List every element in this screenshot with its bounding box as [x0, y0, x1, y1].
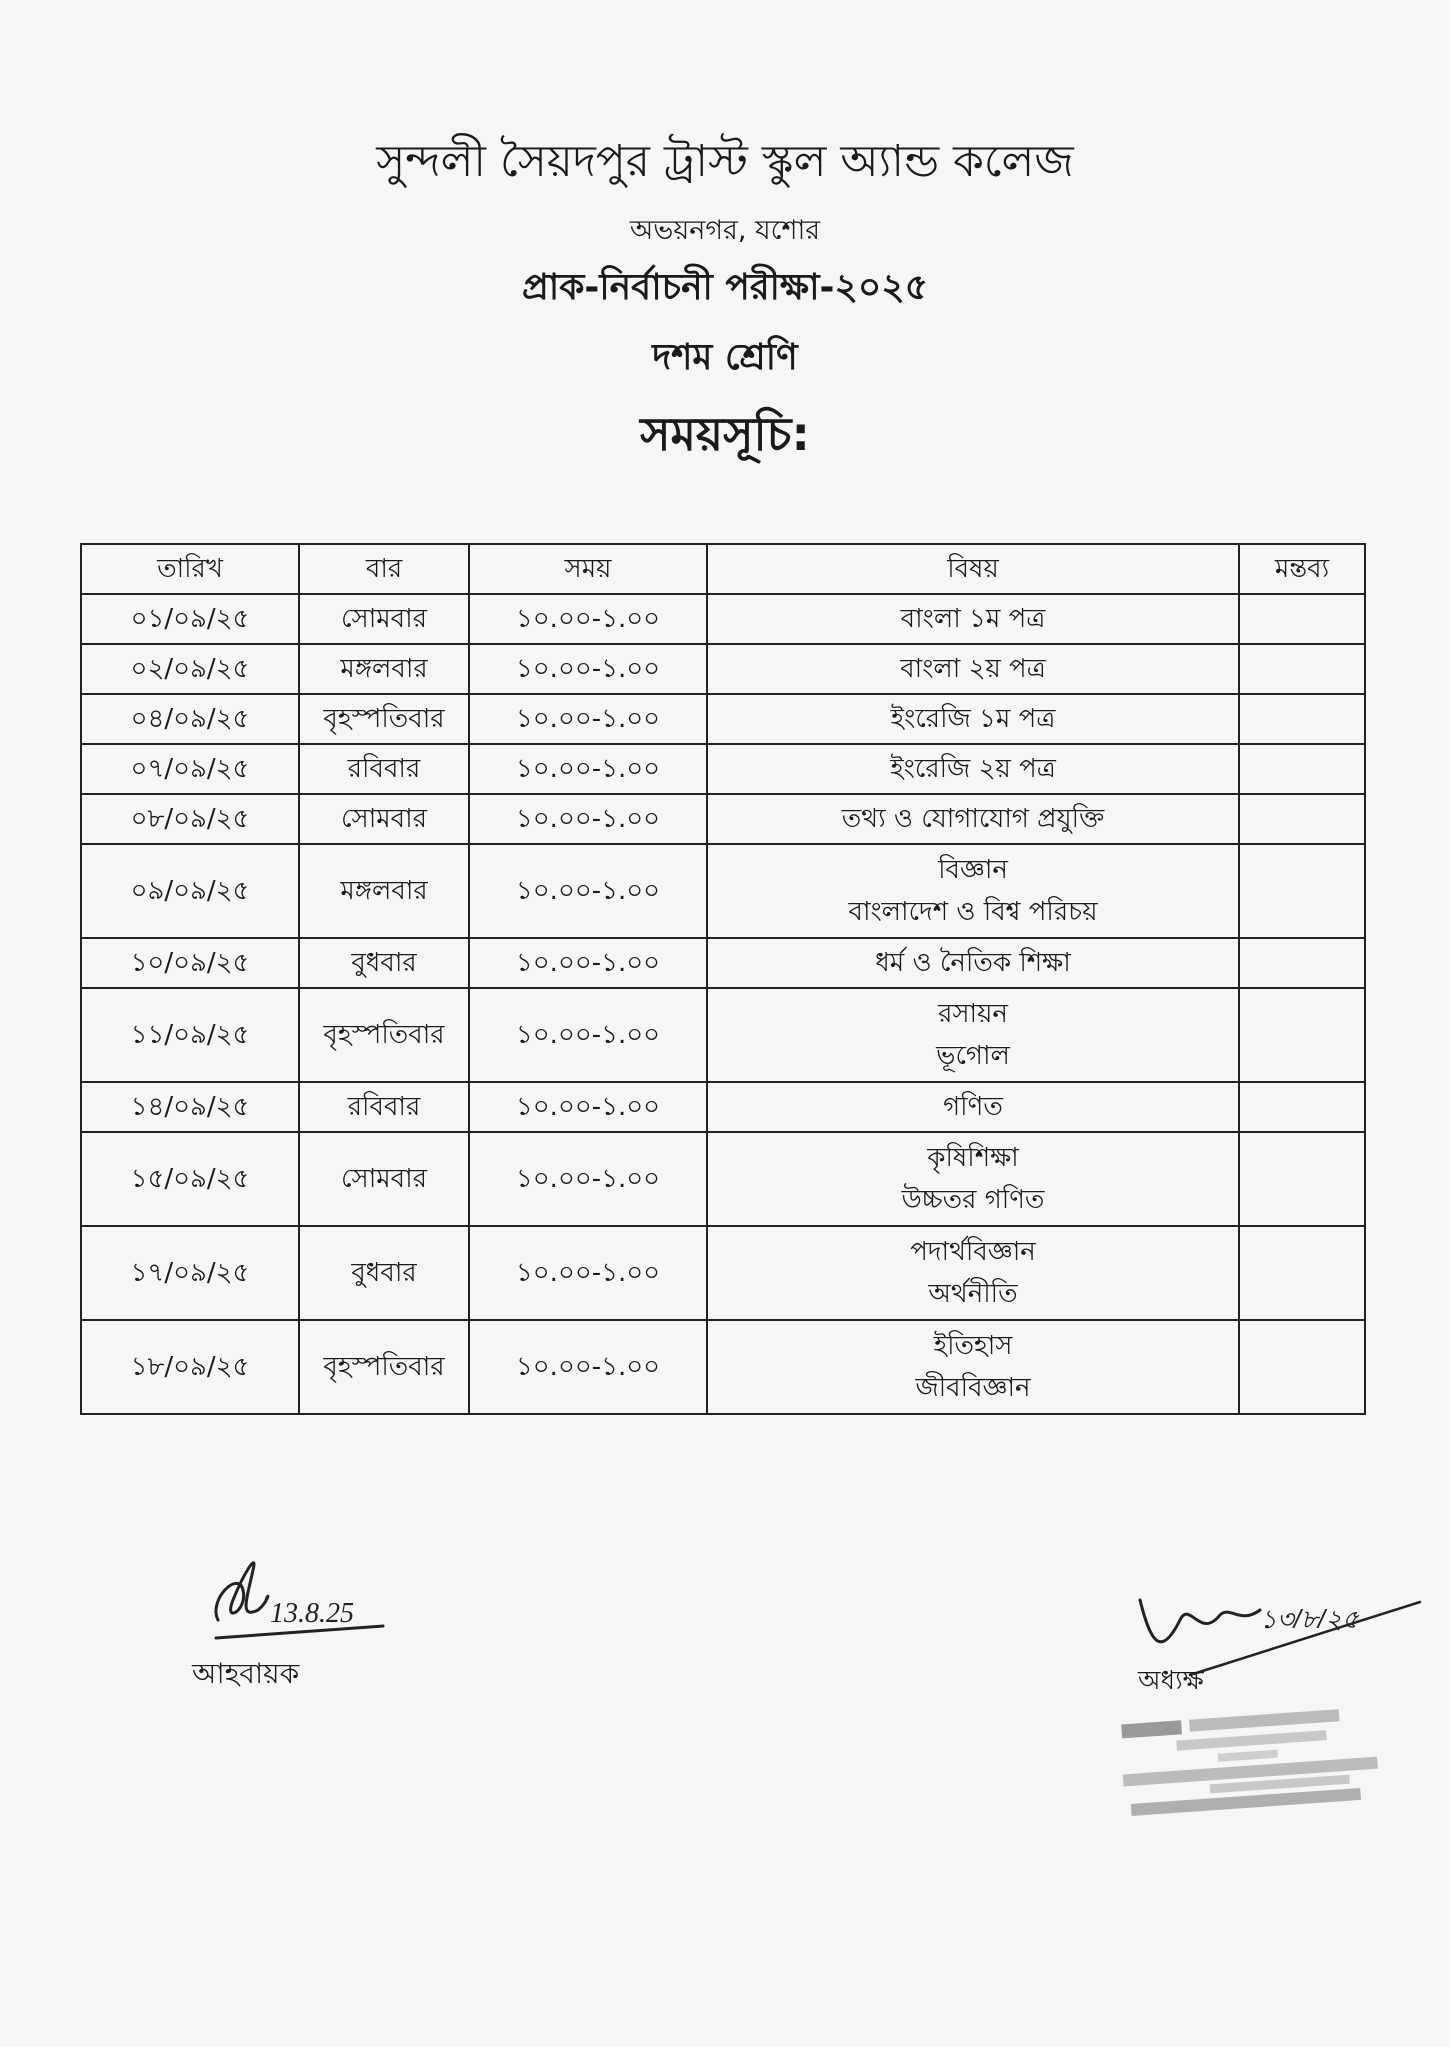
date-cell: ০৭/০৯/২৫ [81, 744, 299, 794]
remarks-cell [1239, 794, 1365, 844]
subject-text: বাংলা ২য় পত্র [900, 654, 1046, 684]
convener-label: আহবায়ক [192, 1657, 300, 1690]
subject-text: বাংলা ১ম পত্র [900, 604, 1046, 634]
subject-cell [707, 644, 1239, 694]
subject-text: ইংরেজি ২য় পত্র [890, 754, 1056, 784]
school-address: অভয়নগর, যশোর [629, 215, 821, 246]
header-remarks: মন্তব্য [1239, 544, 1365, 594]
header-day: বার [299, 544, 469, 594]
stamp-graphic [1115, 1695, 1402, 1824]
day-cell: রবিবার [299, 744, 469, 794]
time-cell: ১০.০০-১.০০ [469, 694, 707, 744]
remarks-cell [1239, 644, 1365, 694]
time-cell: ১০.০০-১.০০ [469, 744, 707, 794]
remarks-cell [1239, 988, 1365, 1082]
date-cell: ০৮/০৯/২৫ [81, 794, 299, 844]
date-cell: ১৮/০৯/২৫ [81, 1320, 299, 1414]
subject-cell [707, 694, 1239, 744]
class-title: দশম শ্রেণি [652, 337, 798, 378]
remarks-cell [1239, 694, 1365, 744]
subject-text: গণিত [943, 1092, 1003, 1122]
day-cell: মঙ্গলবার [299, 844, 469, 938]
date-cell: ০২/০৯/২৫ [81, 644, 299, 694]
subject-cell [707, 594, 1239, 644]
time-cell: ১০.০০-১.০০ [469, 844, 707, 938]
subject-text: বিজ্ঞান [938, 855, 1008, 885]
remarks-cell [1239, 1132, 1365, 1226]
subject-text: অর্থনীতি [928, 1279, 1018, 1309]
time-cell: ১০.০০-১.০০ [469, 988, 707, 1082]
subject-cell [707, 938, 1239, 988]
time-cell: ১০.০০-১.০০ [469, 1320, 707, 1414]
table-row [81, 794, 1365, 844]
remarks-cell [1239, 844, 1365, 938]
subject-text: ইতিহাস [933, 1331, 1013, 1361]
remarks-cell [1239, 1320, 1365, 1414]
official-stamp [1115, 1695, 1402, 1824]
date-cell: ০৪/০৯/২৫ [81, 694, 299, 744]
subject-cell [707, 844, 1239, 938]
convener-signature [198, 1540, 418, 1650]
day-cell: সোমবার [299, 794, 469, 844]
table-row [81, 694, 1365, 744]
subject-text: তথ্য ও যোগাযোগ প্রযুক্তি [841, 804, 1105, 834]
subject-text: ধর্ম ও নৈতিক শিক্ষা [875, 948, 1071, 978]
subject-cell [707, 794, 1239, 844]
header-time: সময় [469, 544, 707, 594]
table-row [81, 1320, 1365, 1414]
time-cell: ১০.০০-১.০০ [469, 644, 707, 694]
day-cell: বুধবার [299, 938, 469, 988]
principal-sign-date: ১৩/৮/২৫ [1260, 1604, 1359, 1634]
exam-routine-table [80, 543, 1366, 1415]
day-cell: বৃহস্পতিবার [299, 1320, 469, 1414]
subject-cell [707, 1320, 1239, 1414]
subject-cell [707, 1132, 1239, 1226]
time-cell: ১০.০০-১.০০ [469, 1082, 707, 1132]
day-cell: সোমবার [299, 594, 469, 644]
day-cell: বৃহস্পতিবার [299, 694, 469, 744]
date-cell: ১৪/০৯/২৫ [81, 1082, 299, 1132]
table-row [81, 938, 1365, 988]
time-cell: ১০.০০-১.০০ [469, 1226, 707, 1320]
table-row [81, 644, 1365, 694]
remarks-cell [1239, 1082, 1365, 1132]
school-name: সুন্দলী সৈয়দপুর ট্রাস্ট স্কুল অ্যান্ড কলেজ [376, 136, 1074, 187]
table-header-row [81, 544, 1365, 594]
date-cell: ১৫/০৯/২৫ [81, 1132, 299, 1226]
remarks-cell [1239, 938, 1365, 988]
convener-sign-date: 13.8.25 [270, 1598, 354, 1629]
subject-text: কৃষিশিক্ষা [927, 1143, 1019, 1173]
time-cell: ১০.০০-১.০০ [469, 794, 707, 844]
time-cell: ১০.০০-১.০০ [469, 1132, 707, 1226]
subject-text: পদার্থবিজ্ঞান [910, 1237, 1036, 1267]
header-subject: বিষয় [707, 544, 1239, 594]
subject-cell [707, 744, 1239, 794]
date-cell: ১০/০৯/২৫ [81, 938, 299, 988]
subject-text: ভূগোল [936, 1041, 1010, 1071]
date-cell: ০৯/০৯/২৫ [81, 844, 299, 938]
time-cell: ১০.০০-১.০০ [469, 594, 707, 644]
principal-label: অধ্যক্ষ [1138, 1666, 1204, 1696]
table-row [81, 844, 1365, 938]
exam-title: প্রাক-নির্বাচনী পরীক্ষা-২০২৫ [521, 267, 929, 308]
date-cell: ১১/০৯/২৫ [81, 988, 299, 1082]
table-row [81, 594, 1365, 644]
remarks-cell [1239, 1226, 1365, 1320]
subject-cell [707, 988, 1239, 1082]
table-row [81, 1226, 1365, 1320]
subject-text: জীববিজ্ঞান [915, 1373, 1031, 1403]
remarks-cell [1239, 594, 1365, 644]
day-cell: মঙ্গলবার [299, 644, 469, 694]
table-row [81, 1132, 1365, 1226]
subject-text: ইংরেজি ১ম পত্র [890, 704, 1056, 734]
day-cell: রবিবার [299, 1082, 469, 1132]
schedule-title: সময়সূচি: [640, 407, 810, 461]
subject-cell [707, 1226, 1239, 1320]
remarks-cell [1239, 744, 1365, 794]
subject-text: বাংলাদেশ ও বিশ্ব পরিচয় [848, 897, 1098, 927]
day-cell: সোমবার [299, 1132, 469, 1226]
subject-text: উচ্চতর গণিত [901, 1185, 1045, 1215]
subject-text: রসায়ন [938, 999, 1008, 1029]
date-cell: ০১/০৯/২৫ [81, 594, 299, 644]
table-row [81, 744, 1365, 794]
subject-cell [707, 1082, 1239, 1132]
day-cell: বুধবার [299, 1226, 469, 1320]
time-cell: ১০.০০-১.০০ [469, 938, 707, 988]
day-cell: বৃহস্পতিবার [299, 988, 469, 1082]
date-cell: ১৭/০৯/২৫ [81, 1226, 299, 1320]
table-row [81, 1082, 1365, 1132]
table-row [81, 988, 1365, 1082]
header-date: তারিখ [81, 544, 299, 594]
